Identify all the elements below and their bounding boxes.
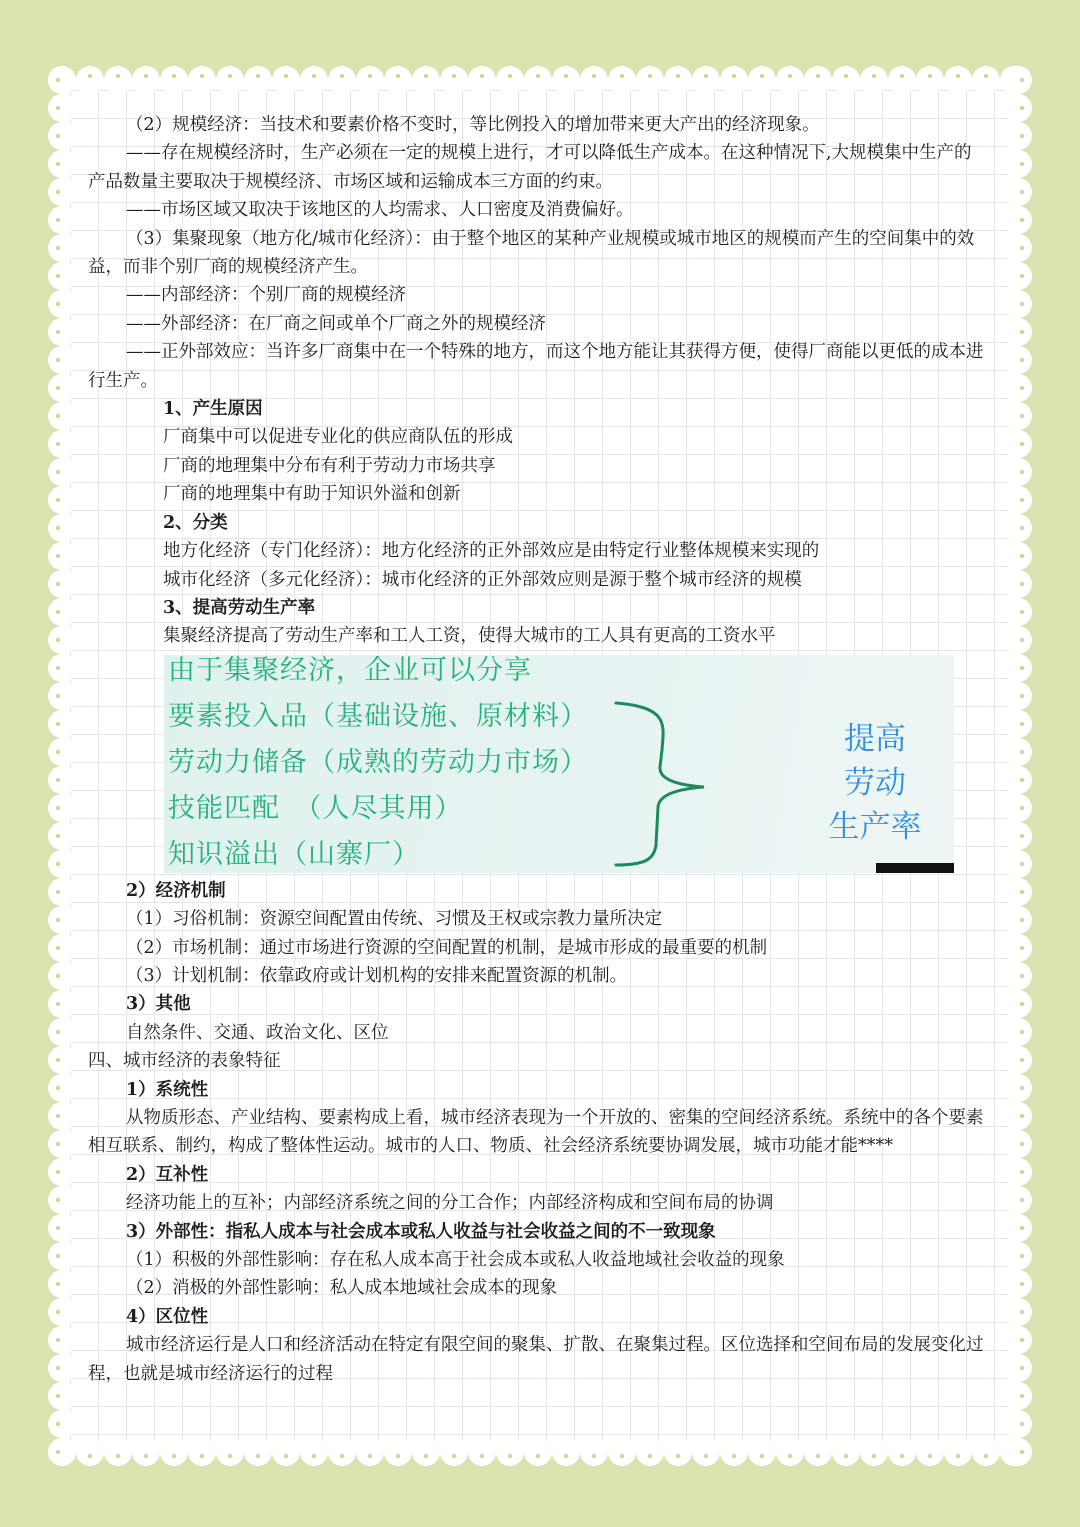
- stitch-dot: [1020, 302, 1024, 306]
- mechanism-item: （2）市场机制：通过市场进行资源的空间配置的机制，是城市形成的最重要的机制: [126, 937, 768, 958]
- stitch-dot: [56, 722, 60, 726]
- stitch-dot: [56, 358, 60, 362]
- externality-item: （1）积极的外部性影响：存在私人成本高于社会成本或私人收益地域社会收益的现象: [126, 1250, 785, 1270]
- stitch-dot: [452, 1454, 456, 1458]
- stitch-dot: [536, 1454, 540, 1458]
- stitch-dot: [56, 442, 60, 446]
- positive-externality: ——正外部效应：当许多厂商集中在一个特殊的地方，而这个地方能让其获得方便，使得厂商能以更低的成本进行生产。: [88, 342, 984, 391]
- stitch-dot: [1020, 750, 1024, 754]
- stitch-dot: [1020, 582, 1024, 586]
- stitch-dot: [56, 666, 60, 670]
- location-title: 4）区位性: [126, 1306, 209, 1327]
- stitch-dot: [1020, 386, 1024, 390]
- stitch-dot: [1020, 1310, 1024, 1314]
- externality-item: （2）消极的外部性影响：私人成本地域社会成本的现象: [126, 1278, 558, 1299]
- stitch-dot: [56, 1142, 60, 1146]
- stitch-dot: [56, 1002, 60, 1006]
- stitch-dot: [1020, 414, 1024, 418]
- document-body: [88, 111, 988, 1388]
- stitch-dot: [928, 74, 932, 78]
- stitch-dot: [228, 1454, 232, 1458]
- stitch-dot: [592, 74, 596, 78]
- stitch-dot: [1020, 1058, 1024, 1062]
- figure-result-line: 提高: [844, 720, 906, 757]
- productivity-figure: [164, 655, 954, 873]
- types-title: 2、分类: [163, 512, 228, 533]
- stitch-dot: [1020, 1394, 1024, 1398]
- stitch-dot: [56, 806, 60, 810]
- stitch-dot: [60, 74, 64, 78]
- stitch-dot: [88, 1454, 92, 1458]
- stitch-dot: [1020, 1198, 1024, 1202]
- figure-corner-bar: [876, 863, 954, 873]
- stitch-dot: [1020, 442, 1024, 446]
- stitch-dot: [844, 1454, 848, 1458]
- stitch-dot: [200, 1454, 204, 1458]
- stitch-dot: [60, 1454, 64, 1458]
- stitch-dot: [396, 74, 400, 78]
- agglomeration-heading: （3）集聚现象（地方化/城市化经济）：由于整个地区的某种产业规模或城市地区的规模而产生的空间集中的效益，而非个别厂商的规模经济产生。: [88, 228, 975, 278]
- cause-item: 厂商集中可以促进专业化的供应商队伍的形成: [163, 427, 513, 448]
- complement-title: 2）互补性: [126, 1164, 209, 1185]
- stitch-dot: [56, 918, 60, 922]
- systemic-text: 从物质形态、产业结构、要素构成上看，城市经济表现为一个开放的、密集的空间经济系统。系统中的各个要素相互联系、制约，构成了整体性运动。城市的人口、物质、社会经济系统要协调发展，城市功能才能****: [88, 1107, 984, 1157]
- stitch-dot: [620, 1454, 624, 1458]
- stitch-dot: [56, 778, 60, 782]
- stitch-dot: [56, 498, 60, 502]
- stitch-dot: [760, 74, 764, 78]
- stitch-dot: [816, 74, 820, 78]
- stitch-dot: [1020, 918, 1024, 922]
- stitch-dot: [56, 974, 60, 978]
- stitch-dot: [872, 74, 876, 78]
- stitch-dot: [648, 74, 652, 78]
- stitch-dot: [452, 74, 456, 78]
- cause-item: 厂商的地理集中分布有利于劳动力市场共享: [163, 455, 496, 476]
- stitch-dot: [1020, 1422, 1024, 1426]
- figure-result: [810, 717, 940, 849]
- stitch-dot: [984, 1454, 988, 1458]
- stitch-dot: [56, 190, 60, 194]
- stitch-dot: [1020, 134, 1024, 138]
- stitch-dot: [1020, 722, 1024, 726]
- stitch-dot: [1020, 554, 1024, 558]
- stitch-dot: [1020, 806, 1024, 810]
- stitch-dot: [872, 1454, 876, 1458]
- stitch-dot: [1020, 526, 1024, 530]
- stitch-dot: [1020, 1366, 1024, 1370]
- stitch-dot: [844, 74, 848, 78]
- stitch-dot: [900, 1454, 904, 1458]
- stitch-dot: [56, 890, 60, 894]
- stitch-dot: [676, 74, 680, 78]
- productivity-text: 集聚经济提高了劳动生产率和工人工资，使得大城市的工人具有更高的工资水平: [163, 626, 776, 647]
- stitch-dot: [1020, 78, 1024, 82]
- stitch-dot: [56, 1086, 60, 1090]
- scale-economy-point-2: ——市场区域又取决于该地区的人均需求、人口密度及消费偏好。: [126, 200, 634, 221]
- external-economy: ——外部经济：在厂商之间或单个厂商之外的规模经济: [126, 313, 546, 334]
- stitch-dot: [56, 1254, 60, 1258]
- stitch-dot: [928, 1454, 932, 1458]
- stitch-dot: [1020, 1282, 1024, 1286]
- systemic-title: 1）系统性: [126, 1079, 209, 1100]
- stitch-dot: [56, 330, 60, 334]
- stitch-dot: [984, 74, 988, 78]
- stitch-dot: [56, 302, 60, 306]
- stitch-dot: [1020, 1338, 1024, 1342]
- stitch-dot: [56, 1030, 60, 1034]
- stitch-dot: [1020, 778, 1024, 782]
- stitch-dot: [56, 162, 60, 166]
- stitch-dot: [172, 74, 176, 78]
- stitch-dot: [1020, 1450, 1024, 1454]
- stitch-dot: [1020, 834, 1024, 838]
- stitch-dot: [56, 78, 60, 82]
- stitch-dot: [56, 1058, 60, 1062]
- internal-economy: ——内部经济：个别厂商的规模经济: [126, 285, 406, 306]
- causes-title: 1、产生原因: [163, 399, 263, 420]
- stitch-dot: [788, 74, 792, 78]
- stitch-dot: [56, 134, 60, 138]
- stitch-dot: [56, 582, 60, 586]
- stitch-dot: [56, 946, 60, 950]
- stitch-dot: [228, 74, 232, 78]
- stitch-dot: [508, 1454, 512, 1458]
- stitch-dot: [956, 74, 960, 78]
- stitch-dot: [816, 1454, 820, 1458]
- stitch-dot: [1020, 358, 1024, 362]
- stitch-dot: [56, 1170, 60, 1174]
- stitch-dot: [1020, 1030, 1024, 1034]
- stitch-dot: [56, 554, 60, 558]
- stitch-dot: [760, 1454, 764, 1458]
- complement-text: 经济功能上的互补；内部经济系统之间的分工合作；内部经济构成和空间布局的协调: [126, 1193, 774, 1214]
- stitch-dot: [340, 1454, 344, 1458]
- type-item: 城市化经济（多元化经济）：城市化经济的正外部效应则是源于整个城市经济的规模: [163, 569, 802, 590]
- stitch-dot: [648, 1454, 652, 1458]
- others-title: 3）其他: [126, 994, 191, 1015]
- stitch-dot: [368, 74, 372, 78]
- stitch-dot: [1020, 498, 1024, 502]
- stitch-dot: [732, 1454, 736, 1458]
- section4-title: 四、城市经济的表象特征: [88, 1051, 281, 1072]
- stitch-dot: [56, 106, 60, 110]
- stitch-dot: [424, 74, 428, 78]
- stitch-dot: [284, 74, 288, 78]
- stitch-dot: [1020, 1254, 1024, 1258]
- stitch-dot: [1020, 862, 1024, 866]
- stitch-dot: [1020, 106, 1024, 110]
- stitch-dot: [676, 1454, 680, 1458]
- stitch-dot: [480, 74, 484, 78]
- stitch-dot: [56, 1450, 60, 1454]
- scale-economy-point-1: ——存在规模经济时，生产必须在一定的规模上进行，才可以降低生产成本。在这种情况下,大规模集中生产的产品数量主要取决于规模经济、市场区域和运输成本三方面的约束。: [88, 143, 972, 192]
- scale-economy-heading: （2）规模经济：当技术和要素价格不变时，等比例投入的增加带来更大产出的经济现象。: [126, 115, 820, 135]
- stitch-dot: [1020, 162, 1024, 166]
- stitch-dot: [564, 1454, 568, 1458]
- stitch-dot: [56, 750, 60, 754]
- others-text: 自然条件、交通、政治文化、区位: [126, 1022, 389, 1043]
- stitch-dot: [56, 1114, 60, 1118]
- stitch-dot: [1020, 1114, 1024, 1118]
- stitch-dot: [1020, 1226, 1024, 1230]
- stitch-dot: [284, 1454, 288, 1458]
- stitch-dot: [56, 694, 60, 698]
- stitch-dot: [56, 834, 60, 838]
- stitch-dot: [508, 74, 512, 78]
- stitch-dot: [1020, 1142, 1024, 1146]
- stitch-dot: [1020, 246, 1024, 250]
- stitch-dot: [56, 1338, 60, 1342]
- stitch-dot: [1020, 638, 1024, 642]
- stitch-dot: [788, 1454, 792, 1458]
- stitch-dot: [56, 1282, 60, 1286]
- stitch-dot: [592, 1454, 596, 1458]
- stitch-dot: [1020, 190, 1024, 194]
- stitch-dot: [144, 1454, 148, 1458]
- figure-intro-line: 由于集聚经济，企业可以分享: [168, 654, 532, 686]
- stitch-dot: [56, 1198, 60, 1202]
- stitch-dot: [900, 74, 904, 78]
- stitch-dot: [56, 638, 60, 642]
- stitch-dot: [56, 1226, 60, 1230]
- figure-labor-line: 劳动力储备（成熟的劳动力市场）: [168, 746, 588, 778]
- stitch-dot: [1020, 1170, 1024, 1174]
- stitch-dot: [144, 74, 148, 78]
- stitch-dot: [56, 1394, 60, 1398]
- stitch-dot: [56, 246, 60, 250]
- stitch-dot: [1020, 1086, 1024, 1090]
- stitch-dot: [56, 862, 60, 866]
- figure-result-line: 生产率: [828, 808, 922, 845]
- mechanism-item: （3）计划机制：依靠政府或计划机构的安排来配置资源的机制。: [126, 965, 628, 986]
- stitch-dot: [1012, 74, 1016, 78]
- mechanism-title: 2）经济机制: [126, 880, 226, 901]
- stitch-dot: [56, 1310, 60, 1314]
- stitch-dot: [88, 74, 92, 78]
- stitch-dot: [56, 470, 60, 474]
- stitch-dot: [256, 1454, 260, 1458]
- stitch-dot: [56, 1366, 60, 1370]
- stitch-dot: [956, 1454, 960, 1458]
- stitch-dot: [620, 74, 624, 78]
- externality-title: 3）外部性：指私人成本与社会成本或私人收益与社会收益之间的不一致现象: [126, 1221, 716, 1242]
- stitch-dot: [1020, 1002, 1024, 1006]
- stitch-dot: [396, 1454, 400, 1458]
- stitch-dot: [732, 74, 736, 78]
- stitch-dot: [564, 74, 568, 78]
- stitch-dot: [200, 74, 204, 78]
- stitch-dot: [116, 74, 120, 78]
- stitch-dot: [56, 218, 60, 222]
- stitch-dot: [480, 1454, 484, 1458]
- figure-skill-line: 技能匹配 （人尽其用）: [168, 792, 463, 824]
- stitch-dot: [1020, 974, 1024, 978]
- stitch-dot: [56, 386, 60, 390]
- stitch-dot: [536, 74, 540, 78]
- figure-input-line: 要素投入品（基础设施、原材料）: [168, 700, 588, 732]
- cause-item: 厂商的地理集中有助于知识外溢和创新: [163, 484, 461, 505]
- stitch-dot: [1020, 694, 1024, 698]
- productivity-title: 3、提高劳动生产率: [163, 597, 316, 618]
- stitch-dot: [368, 1454, 372, 1458]
- stitch-dot: [56, 526, 60, 530]
- stitch-dot: [172, 1454, 176, 1458]
- mechanism-item: （1）习俗机制：资源空间配置由传统、习惯及王权或宗教力量所决定: [126, 909, 663, 930]
- stitch-dot: [1020, 274, 1024, 278]
- stitch-dot: [1020, 610, 1024, 614]
- stitch-dot: [704, 1454, 708, 1458]
- stitch-dot: [56, 274, 60, 278]
- stitch-dot: [1012, 1454, 1016, 1458]
- stitch-dot: [1020, 218, 1024, 222]
- stitch-dot: [116, 1454, 120, 1458]
- type-item: 地方化经济（专门化经济）：地方化经济的正外部效应是由特定行业整体规模来实现的: [163, 541, 820, 562]
- figure-result-line: 劳动: [844, 764, 906, 801]
- stitch-dot: [424, 1454, 428, 1458]
- stitch-dot: [1020, 330, 1024, 334]
- stitch-dot: [56, 1422, 60, 1426]
- stitch-dot: [312, 74, 316, 78]
- stitch-dot: [312, 1454, 316, 1458]
- location-text: 城市经济运行是人口和经济活动在特定有限空间的聚集、扩散、在聚集过程。区位选择和空间布局的发展变化过程，也就是城市经济运行的过程: [88, 1335, 984, 1384]
- stitch-dot: [1020, 470, 1024, 474]
- stitch-dot: [1020, 666, 1024, 670]
- stitch-dot: [56, 610, 60, 614]
- stitch-dot: [256, 74, 260, 78]
- stitch-dot: [340, 74, 344, 78]
- stitch-dot: [56, 414, 60, 418]
- stitch-dot: [1020, 890, 1024, 894]
- stitch-dot: [1020, 946, 1024, 950]
- figure-knowledge-line: 知识溢出（山寨厂）: [168, 838, 420, 870]
- stitch-dot: [704, 74, 708, 78]
